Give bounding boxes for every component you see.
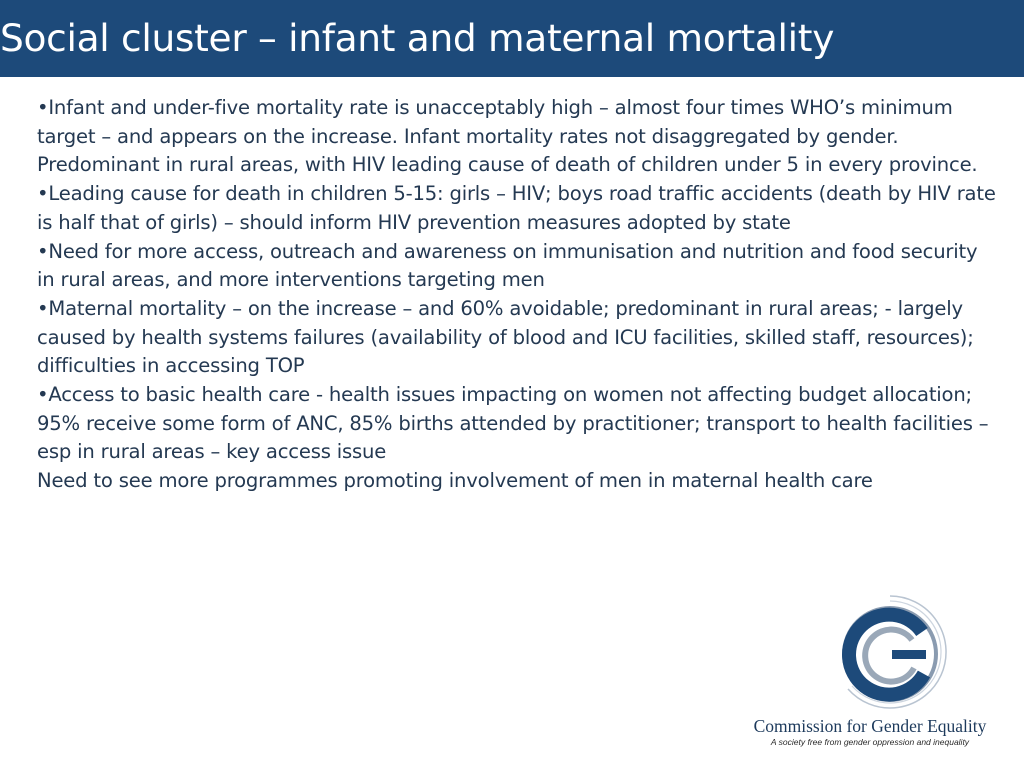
bullet-immunisation-access: •Need for more access, outreach and awareness on immunisation and nutrition and food security in rural areas, and more interventions targeting men [37,239,978,292]
bullet-child-death-causes: •Leading cause for death in children 5-15: girls – HIV; boys road traffic accidents (death by HIV rate is half that of girls) – should inform HIV prevention measures adopted by state [37,182,996,234]
commission-for-gender-equality-logo-icon [830,592,950,712]
bullet-maternal-mortality: •Maternal mortality – on the increase – and 60% avoidable; predominant in rural areas; - largely caused by health systems failures (availability of blood and ICU facilities, skilled staff, resources); difficulties in accessing TOP [37,296,974,378]
organisation-name: Commission for Gender Equality [753,716,987,736]
organisation-tagline: A society free from gender oppression and inequality [770,737,970,747]
slide-body [37,94,997,496]
bullet-health-care-access: •Access to basic health care - health issues impacting on women not affecting budget allocation; 95% receive some form of ANC, 85% births attended by practitioner; transport to health facilities – esp in rural areas – key access issue [37,383,989,464]
slide-title: Social cluster – infant and maternal mortality [0,16,835,60]
closing-statement: Need to see more programmes promoting involvement of men in maternal health care [37,469,873,493]
title-bar [0,0,1024,77]
bullet-infant-mortality: •Infant and under-five mortality rate is unacceptably high – almost four times WHO’s minimum target – and appears on the increase. Infant mortality rates not disaggregated by gender. Predominant in rural areas, with HIV leading cause of death of children under 5 in every province. [37,96,978,177]
